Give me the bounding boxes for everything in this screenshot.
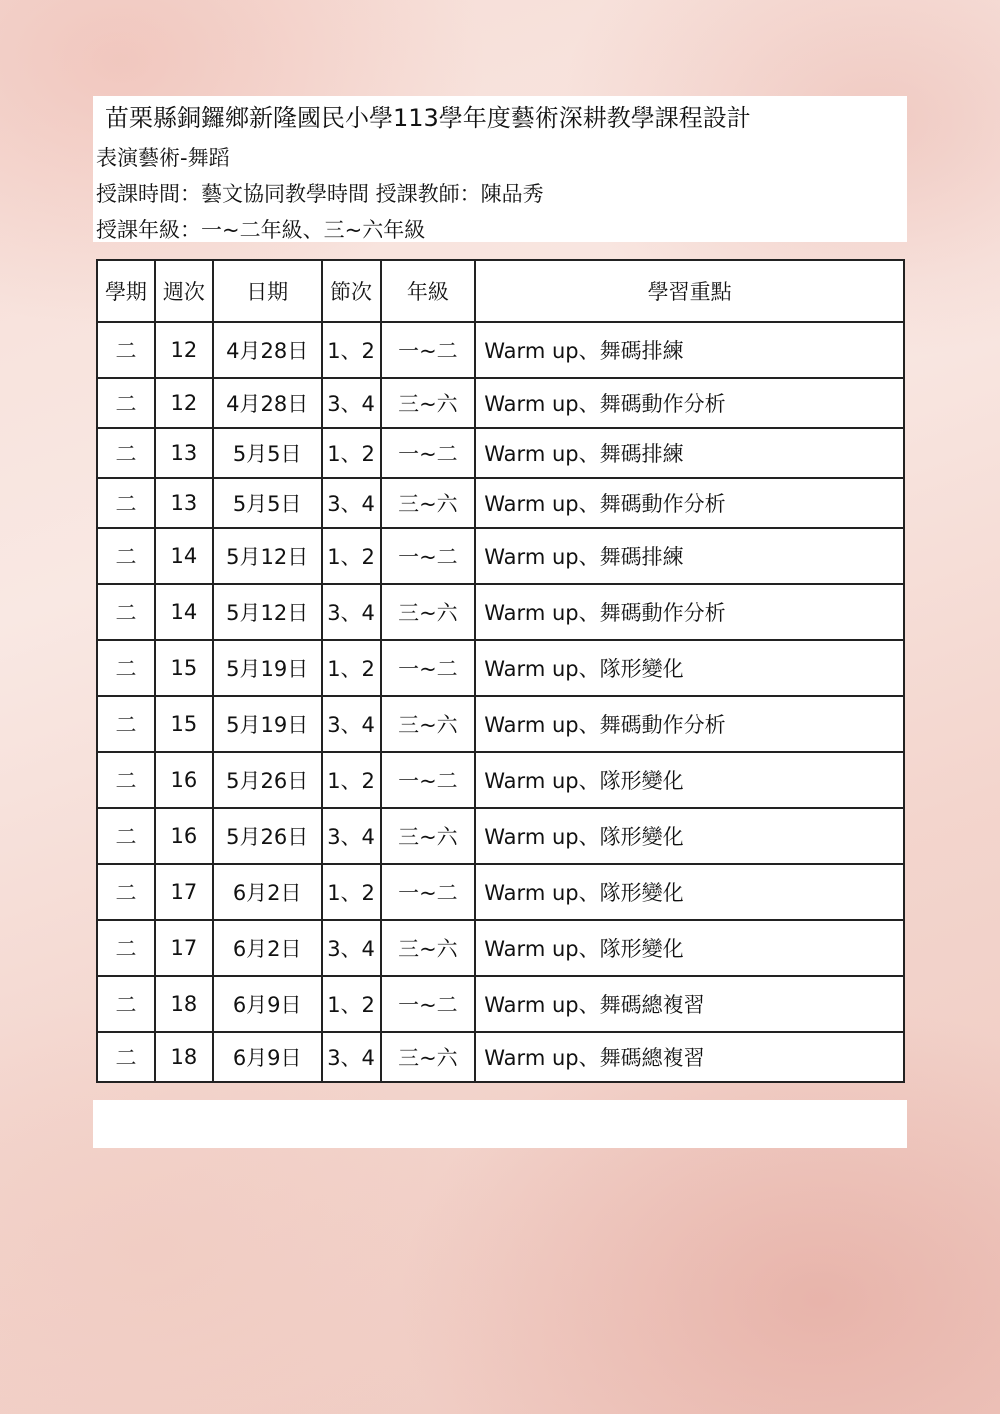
cell-week: 16 — [155, 752, 213, 808]
cell-period: 1、2 — [322, 640, 381, 696]
cell-focus: Warm up、舞碼動作分析 — [475, 378, 904, 428]
table-row — [97, 752, 904, 808]
cell-week: 14 — [155, 528, 213, 584]
table-row — [97, 584, 904, 640]
cell-semester: 二 — [97, 640, 155, 696]
table-row — [97, 322, 904, 378]
cell-date: 5月19日 — [213, 640, 322, 696]
table-row — [97, 1032, 904, 1082]
header-period: 節次 — [322, 260, 381, 322]
cell-focus: Warm up、舞碼動作分析 — [475, 584, 904, 640]
cell-period: 3、4 — [322, 808, 381, 864]
cell-focus: Warm up、隊形變化 — [475, 640, 904, 696]
table-row — [97, 808, 904, 864]
cell-week: 12 — [155, 322, 213, 378]
cell-grade: 一~二 — [381, 976, 476, 1032]
cell-date: 5月5日 — [213, 428, 322, 478]
cell-semester: 二 — [97, 1032, 155, 1082]
cell-week: 15 — [155, 640, 213, 696]
cell-focus: Warm up、舞碼總複習 — [475, 976, 904, 1032]
cell-semester: 二 — [97, 478, 155, 528]
table-row — [97, 640, 904, 696]
grades-line: 授課年級：一~二年級、三~六年級 — [96, 218, 426, 242]
cell-grade: 三~六 — [381, 920, 476, 976]
cell-semester: 二 — [97, 864, 155, 920]
cell-date: 6月9日 — [213, 976, 322, 1032]
cell-semester: 二 — [97, 378, 155, 428]
cell-semester: 二 — [97, 920, 155, 976]
cell-grade: 三~六 — [381, 1032, 476, 1082]
table-row — [97, 478, 904, 528]
cell-week: 13 — [155, 428, 213, 478]
cell-semester: 二 — [97, 584, 155, 640]
cell-focus: Warm up、舞碼動作分析 — [475, 478, 904, 528]
table-row — [97, 864, 904, 920]
footer-blank-box — [93, 1100, 907, 1148]
cell-semester: 二 — [97, 528, 155, 584]
cell-grade: 一~二 — [381, 864, 476, 920]
table-row — [97, 976, 904, 1032]
cell-week: 15 — [155, 696, 213, 752]
cell-date: 6月9日 — [213, 1032, 322, 1082]
cell-focus: Warm up、舞碼排練 — [475, 322, 904, 378]
cell-date: 4月28日 — [213, 378, 322, 428]
cell-week: 14 — [155, 584, 213, 640]
cell-semester: 二 — [97, 808, 155, 864]
cell-semester: 二 — [97, 322, 155, 378]
cell-focus: Warm up、舞碼總複習 — [475, 1032, 904, 1082]
cell-period: 3、4 — [322, 920, 381, 976]
cell-focus: Warm up、隊形變化 — [475, 808, 904, 864]
cell-focus: Warm up、舞碼排練 — [475, 528, 904, 584]
cell-date: 4月28日 — [213, 322, 322, 378]
cell-period: 1、2 — [322, 428, 381, 478]
cell-grade: 三~六 — [381, 696, 476, 752]
cell-focus: Warm up、舞碼排練 — [475, 428, 904, 478]
cell-date: 6月2日 — [213, 864, 322, 920]
header-semester: 學期 — [97, 260, 155, 322]
cell-date: 5月12日 — [213, 528, 322, 584]
cell-grade: 三~六 — [381, 478, 476, 528]
cell-grade: 一~二 — [381, 428, 476, 478]
header-date: 日期 — [213, 260, 322, 322]
cell-grade: 三~六 — [381, 378, 476, 428]
cell-focus: Warm up、隊形變化 — [475, 920, 904, 976]
cell-grade: 三~六 — [381, 584, 476, 640]
page-title: 苗栗縣銅鑼鄉新隆國民小學113學年度藝術深耕教學課程設計 — [105, 104, 751, 132]
cell-date: 5月19日 — [213, 696, 322, 752]
cell-semester: 二 — [97, 752, 155, 808]
cell-grade: 一~二 — [381, 752, 476, 808]
cell-grade: 一~二 — [381, 528, 476, 584]
cell-date: 5月26日 — [213, 752, 322, 808]
cell-period: 1、2 — [322, 528, 381, 584]
cell-week: 13 — [155, 478, 213, 528]
table-row — [97, 528, 904, 584]
cell-week: 18 — [155, 976, 213, 1032]
time-teacher-line: 授課時間：藝文協同教學時間 授課教師：陳品秀 — [96, 182, 544, 206]
subject-line: 表演藝術-舞蹈 — [96, 146, 230, 170]
cell-focus: Warm up、隊形變化 — [475, 752, 904, 808]
table-row — [97, 920, 904, 976]
table-header-row — [97, 260, 904, 322]
table-row — [97, 696, 904, 752]
header-focus: 學習重點 — [475, 260, 904, 322]
cell-period: 1、2 — [322, 322, 381, 378]
cell-date: 6月2日 — [213, 920, 322, 976]
cell-date: 5月26日 — [213, 808, 322, 864]
cell-period: 3、4 — [322, 584, 381, 640]
header-box — [93, 96, 907, 242]
cell-period: 1、2 — [322, 976, 381, 1032]
header-grade: 年級 — [381, 260, 476, 322]
cell-period: 1、2 — [322, 864, 381, 920]
table-row — [97, 378, 904, 428]
cell-focus: Warm up、隊形變化 — [475, 864, 904, 920]
header-week: 週次 — [155, 260, 213, 322]
cell-semester: 二 — [97, 976, 155, 1032]
cell-semester: 二 — [97, 696, 155, 752]
cell-grade: 一~二 — [381, 322, 476, 378]
cell-grade: 三~六 — [381, 808, 476, 864]
cell-date: 5月12日 — [213, 584, 322, 640]
table-row — [97, 428, 904, 478]
cell-week: 16 — [155, 808, 213, 864]
cell-focus: Warm up、舞碼動作分析 — [475, 696, 904, 752]
cell-week: 17 — [155, 920, 213, 976]
cell-week: 18 — [155, 1032, 213, 1082]
cell-week: 12 — [155, 378, 213, 428]
cell-period: 1、2 — [322, 752, 381, 808]
cell-grade: 一~二 — [381, 640, 476, 696]
cell-week: 17 — [155, 864, 213, 920]
cell-period: 3、4 — [322, 378, 381, 428]
cell-period: 3、4 — [322, 696, 381, 752]
cell-date: 5月5日 — [213, 478, 322, 528]
schedule-table — [96, 259, 905, 1083]
cell-semester: 二 — [97, 428, 155, 478]
cell-period: 3、4 — [322, 1032, 381, 1082]
cell-period: 3、4 — [322, 478, 381, 528]
